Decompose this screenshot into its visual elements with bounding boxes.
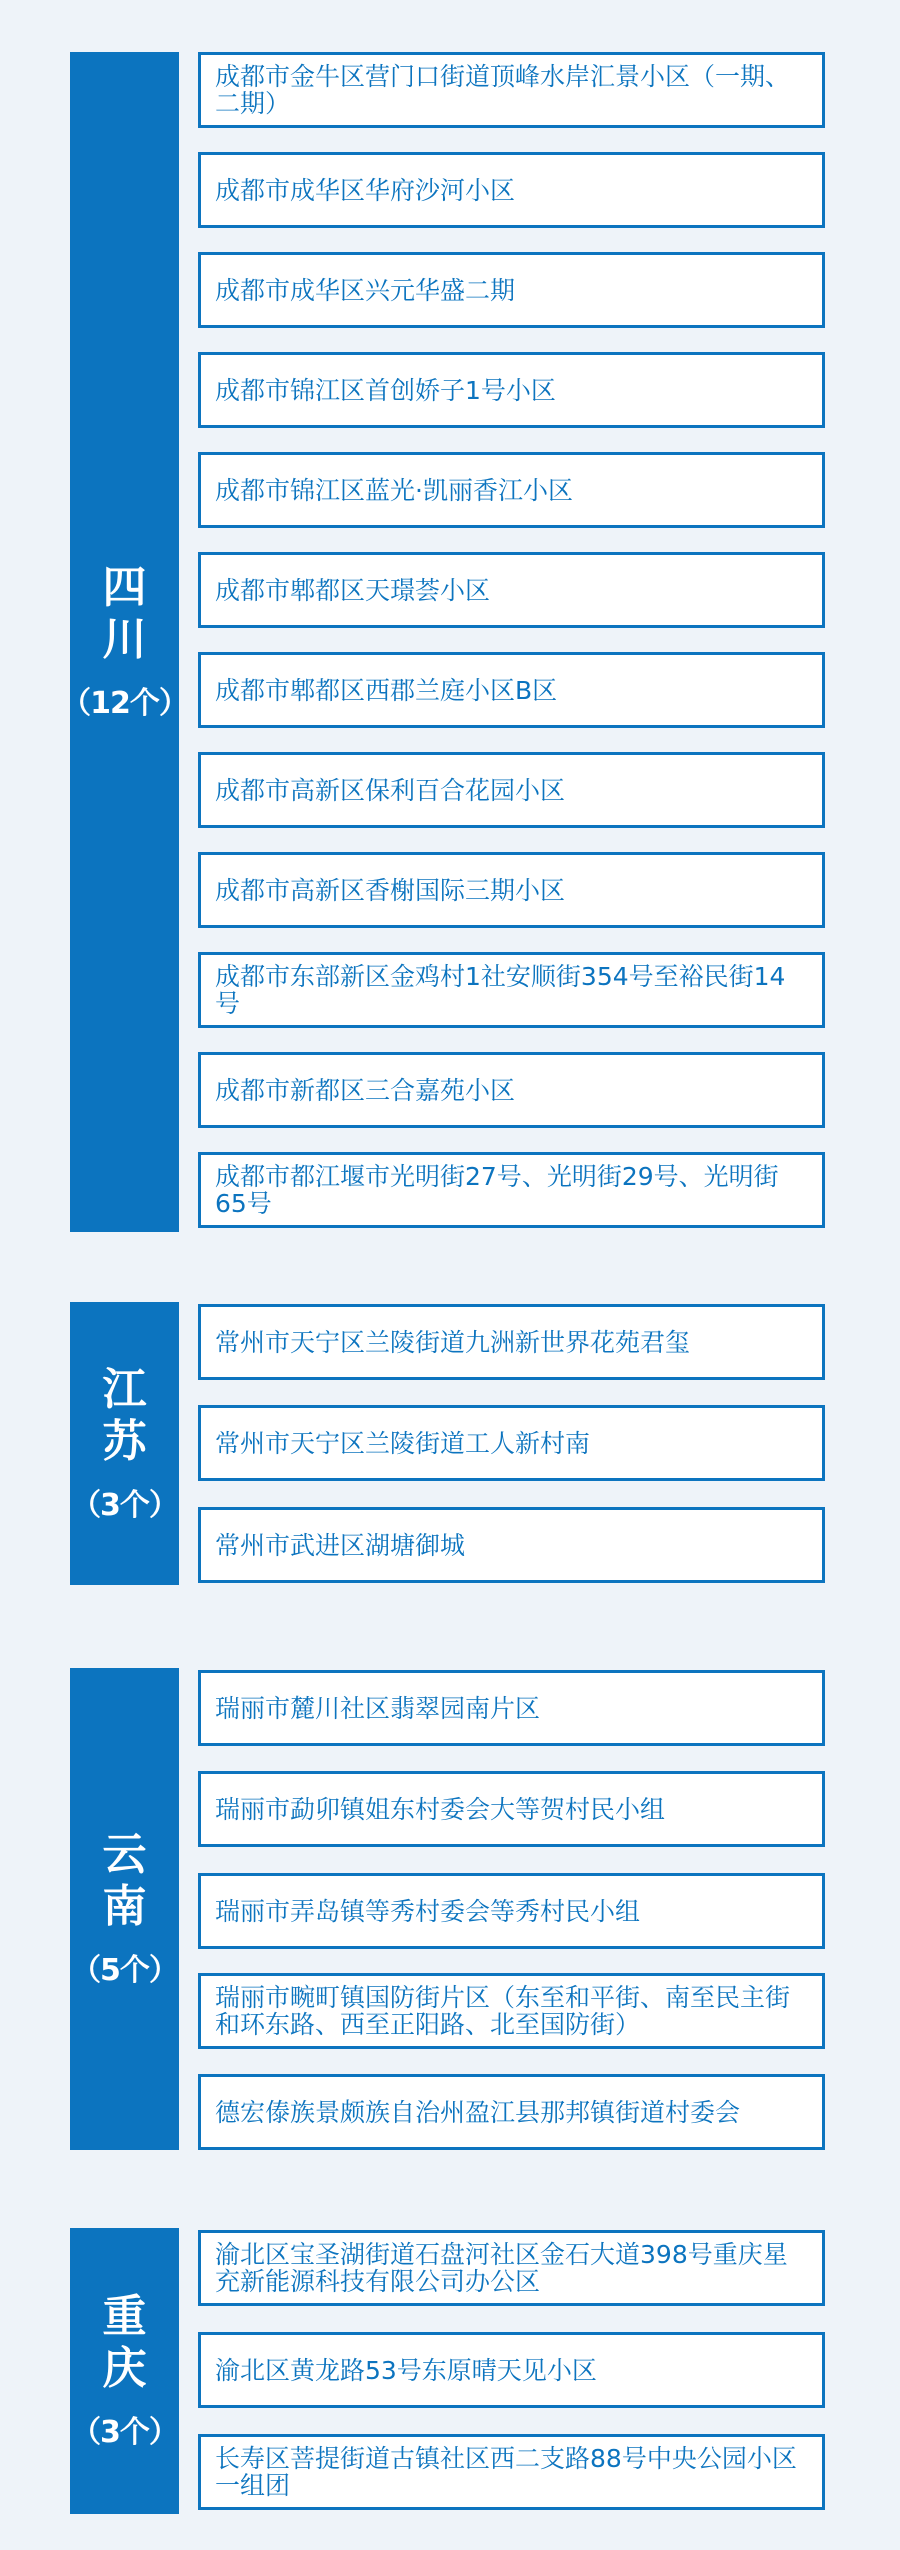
location-item: 渝北区黄龙路53号东原晴天见小区	[198, 2332, 825, 2408]
province-name	[103, 562, 147, 666]
location-item: 成都市金牛区营门口街道顶峰水岸汇景小区（一期、二期）	[198, 52, 825, 128]
location-item: 瑞丽市畹町镇国防街片区（东至和平街、南至民主街和环东路、西至正阳路、北至国防街）	[198, 1973, 825, 2049]
location-item: 德宏傣族景颇族自治州盈江县那邦镇街道村委会	[198, 2074, 825, 2150]
province-label-block	[70, 2228, 179, 2514]
province-char: 四	[102, 562, 147, 613]
location-item: 成都市高新区香榭国际三期小区	[198, 852, 825, 928]
province-char: 江	[102, 1363, 147, 1415]
province-char: 庆	[102, 2343, 147, 2394]
location-item: 常州市天宁区兰陵街道工人新村南	[198, 1405, 825, 1481]
location-item: 成都市高新区保利百合花园小区	[198, 752, 825, 828]
location-item: 成都市郫都区天璟荟小区	[198, 552, 825, 628]
province-label-block	[70, 1668, 179, 2150]
location-item: 瑞丽市麓川社区翡翠园南片区	[198, 1670, 825, 1746]
province-label-block	[70, 1302, 179, 1585]
location-item: 成都市成华区华府沙河小区	[198, 152, 825, 228]
location-item: 常州市武进区湖塘御城	[198, 1507, 825, 1583]
province-char: 云	[102, 1829, 147, 1880]
location-item: 成都市郫都区西郡兰庭小区B区	[198, 652, 825, 728]
location-item: 瑞丽市弄岛镇等秀村委会等秀村民小组	[198, 1873, 825, 1949]
province-group-yunnan	[0, 1668, 900, 2153]
province-char: 南	[102, 1881, 147, 1932]
province-char: 重	[102, 2291, 147, 2342]
location-item: 成都市东部新区金鸡村1社安顺街354号至裕民街14号	[198, 952, 825, 1028]
province-char: 苏	[102, 1415, 147, 1467]
location-item: 渝北区宝圣湖街道石盘河社区金石大道398号重庆星充新能源科技有限公司办公区	[198, 2230, 825, 2306]
province-char: 川	[102, 614, 147, 665]
province-label-block	[61, 52, 188, 1232]
province-name	[103, 1364, 147, 1468]
location-item: 成都市成华区兴元华盛二期	[198, 252, 825, 328]
location-item: 成都市新都区三合嘉苑小区	[198, 1052, 825, 1128]
province-count: （3个）	[71, 1487, 178, 1523]
province-group-jiangsu	[0, 1302, 900, 1592]
province-group-chongqing	[0, 2228, 900, 2516]
province-name	[103, 2291, 147, 2395]
province-count: （12个）	[61, 686, 188, 721]
location-item: 成都市锦江区蓝光·凯丽香江小区	[198, 452, 825, 528]
location-item: 成都市锦江区首创娇子1号小区	[198, 352, 825, 428]
province-name	[103, 1829, 147, 1933]
province-count: （5个）	[71, 1953, 178, 1988]
location-item: 成都市都江堰市光明街27号、光明街29号、光明街65号	[198, 1152, 825, 1228]
location-item: 瑞丽市勐卯镇姐东村委会大等贺村民小组	[198, 1771, 825, 1847]
province-group-sichuan	[0, 52, 900, 1232]
province-count: （3个）	[71, 2415, 178, 2450]
location-item: 长寿区菩提街道古镇社区西二支路88号中央公园小区一组团	[198, 2434, 825, 2510]
location-item: 常州市天宁区兰陵街道九洲新世界花苑君玺	[198, 1304, 825, 1380]
